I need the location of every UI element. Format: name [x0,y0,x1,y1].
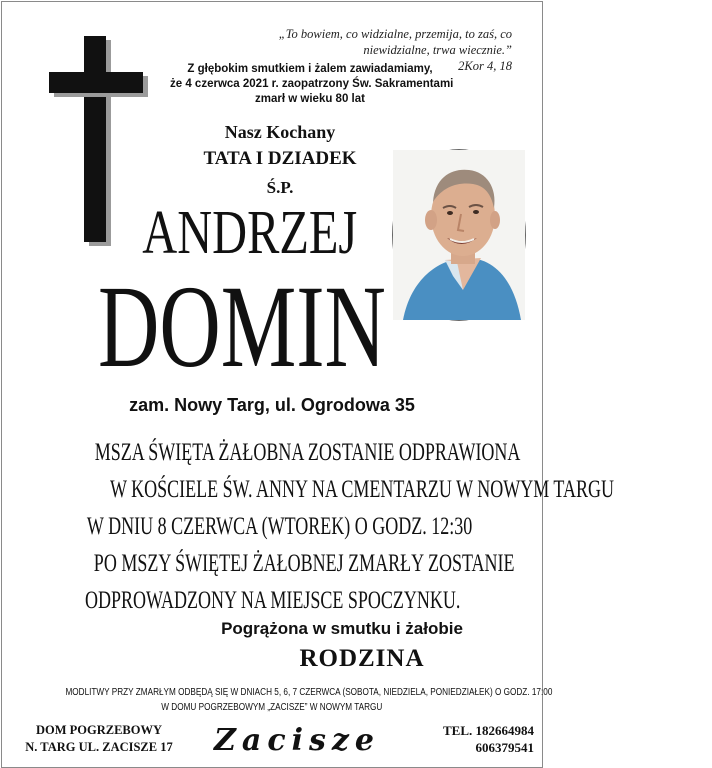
portrait-photo [392,149,526,321]
first-name-text: ANDRZEJ [142,199,358,267]
cross-icon-horizontal-beam [49,72,143,93]
phone-line-1: TEL. 182664984 [442,723,534,738]
quote-line-2: niewidzialne, trwa wiecznie.” [363,43,512,57]
last-name-text: DOMIN [98,261,386,392]
residence-address: zam. Nowy Targ, ul. Ogrodowa 35 [129,395,415,415]
first-name [100,200,400,266]
logo-text: Zacisze [213,723,381,758]
mass-line-5: ODPROWADZONY NA MIEJSCE SPOCZYNKU. [84,587,461,614]
announcement-line-3: zmarł w wieku 80 lat [255,93,365,105]
funeral-home [14,722,184,756]
quote-source: 2Kor 4, 18 [458,59,512,73]
phone-line-2: 606379541 [475,740,534,755]
honorific-text: Ś.P. [266,178,294,197]
prayer-line-2: W DOMU POGRZEBOWYM „ZACISZE” W NOWYM TARGU [161,702,383,713]
grief-text: Pogrążona w smutku i żałobie [221,619,463,638]
mass-details [12,434,614,619]
quote-line-1: „To bowiem, co widzialne, przemija, to zaś, co [278,27,512,41]
obituary-page [1,1,614,768]
mass-line-1: MSZA ŚWIĘTA ŻAŁOBNA ZOSTANIE ODPRAWIONA [94,439,521,466]
phone-numbers [414,722,534,756]
funeral-home-line-1: DOM POGRZEBOWY [35,723,163,737]
relation-text: Nasz Kochany [224,122,336,142]
announcement-line-2: że 4 czerwca 2021 r. zaopatrzony Św. Sakramentami [170,78,454,90]
last-name [32,261,452,392]
family-signature: RODZINA [299,645,425,672]
prayer-line-1: MODLITWY PRZY ZMARŁYM ODBĘDĄ SIĘ W DNIACH 5, 6, 7 CZERWCA (SOBOTA, NIEDZIELA, PONIEDZIAŁEK) O GODZ. 17:00 [65,687,553,698]
portrait-illustration [393,150,525,320]
announcement [170,62,454,107]
role-text: TATA I DZIADEK [203,148,357,169]
zacisze-logo [192,717,402,761]
announcement-line-1: Z głębokim smutkiem i żalem zawiadamiamy, [187,63,433,75]
prayer-info [12,685,553,715]
mass-line-2: W KOŚCIELE ŚW. ANNY NA CMENTARZU W NOWYM TARGU [109,476,614,503]
funeral-home-line-2: N. TARG UL. ZACISZE 17 [25,740,173,754]
mass-line-3: W DNIU 8 CZERWCA (WTOREK) O GODZ. 12:30 [86,513,473,540]
mass-line-4: PO MSZY ŚWIĘTEJ ŻAŁOBNEJ ZMARŁY ZOSTANIE [93,550,515,577]
